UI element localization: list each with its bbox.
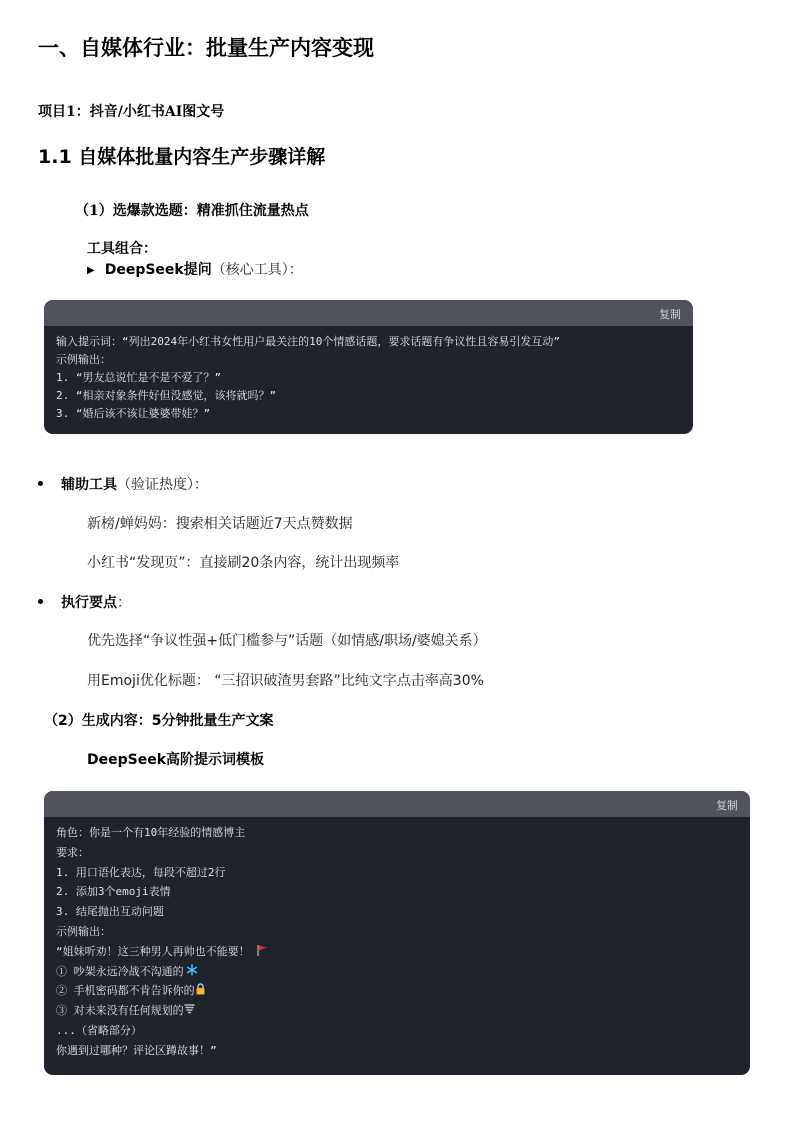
exec-point-item: 用Emoji优化标题： “三招识破渣男套路”比纯文字点击率高30% (87, 673, 484, 689)
code-line: 角色：你是一个有10年经验的情感博主 (56, 826, 246, 839)
deepseek-item-bold: DeepSeek提问 (104, 262, 212, 278)
step1-title: （1）选爆款选题：精准抓住流量热点 (75, 203, 309, 219)
aux-tools-bullet (38, 474, 208, 494)
code-line: 2. 添加3个emoji表情 (56, 885, 171, 899)
code-line-with-emoji (56, 1001, 738, 1021)
code-block-header (44, 791, 750, 817)
code-line: 示例输出： (56, 353, 111, 366)
code-line-with-emoji (56, 962, 738, 982)
aux-tool-item: 新榜/蝉妈妈：搜索相关话题近7天点赞数据 (87, 516, 353, 532)
exec-point-item: 优先选择“争议性强+低门槛参与”话题（如情感/职场/婆媳关系） (87, 633, 487, 649)
code-line: 输入提示词：“列出2024年小红书女性用户最关注的10个情感话题，要求话题有争议性且容易引发互动” (56, 335, 560, 348)
copy-button[interactable]: 复制 (659, 308, 681, 321)
copy-button[interactable]: 复制 (716, 799, 738, 812)
code-block-1 (44, 300, 693, 434)
template-title: DeepSeek高阶提示词模板 (87, 752, 265, 768)
aux-tool-item: 小红书“发现页”：直接刷20条内容，统计出现频率 (87, 555, 400, 571)
code-line: ...（省略部分） (56, 1023, 142, 1037)
exec-points-bold: 执行要点 (61, 595, 117, 611)
aux-tools-note: （验证热度）： (117, 477, 208, 493)
aux-tools-bold: 辅助工具 (61, 477, 117, 493)
code-block-body (44, 326, 693, 431)
code-block-2 (44, 791, 750, 1075)
code-line: 1. 用口语化表达，每段不超过2行 (56, 865, 226, 879)
project-title: 项目1：抖音/小红书AI图文号 (38, 104, 225, 120)
code-line: 你遇到过哪种？评论区蹲故事！” (56, 1043, 217, 1057)
tornado-icon (184, 1003, 195, 1015)
main-heading: 一、自媒体行业：批量生产内容变现 (38, 36, 374, 60)
code-line-with-emoji (56, 981, 738, 1001)
bullet-dot-icon (38, 599, 43, 604)
code-line: 要求： (56, 845, 89, 859)
code-line: 示例输出： (56, 924, 111, 938)
code-line: 3. “婚后该不该让婆婆带娃？” (56, 407, 211, 420)
code-block-header (44, 300, 693, 326)
code-line: 2. “相亲对象条件好但没感觉，该将就吗？” (56, 389, 277, 402)
tools-label: 工具组合： (87, 241, 157, 257)
section-title: 1.1 自媒体批量内容生产步骤详解 (38, 146, 326, 168)
step2-title: （2）生成内容：5分钟批量生产文案 (44, 713, 274, 729)
exec-points-bullet (38, 592, 131, 612)
code-block-body (44, 817, 750, 1069)
code-line-text: ③ 对未来没有任何规划的 (56, 1004, 184, 1018)
deepseek-item-note: （核心工具）： (211, 262, 303, 278)
code-line: 3. 结尾抛出互动问题 (56, 905, 164, 919)
code-line-with-emoji (56, 942, 738, 962)
deepseek-list-item (87, 259, 303, 279)
bullet-dot-icon (38, 481, 43, 486)
exec-points-note: ： (117, 595, 131, 611)
code-line-text: ② 手机密码都不肯告诉你的 (56, 984, 195, 998)
red-flag-icon (256, 944, 268, 956)
triangle-bullet-icon: ▶ (87, 265, 95, 276)
lock-icon (195, 983, 206, 995)
snowflake-icon (186, 964, 198, 976)
code-line: 1. “男友总说忙是不是不爱了？” (56, 371, 222, 384)
code-line-text: “姐妹听劝！这三种男人再帅也不能要！ (56, 944, 250, 958)
code-line-text: ① 吵架永远冷战不沟通的 (56, 964, 184, 978)
